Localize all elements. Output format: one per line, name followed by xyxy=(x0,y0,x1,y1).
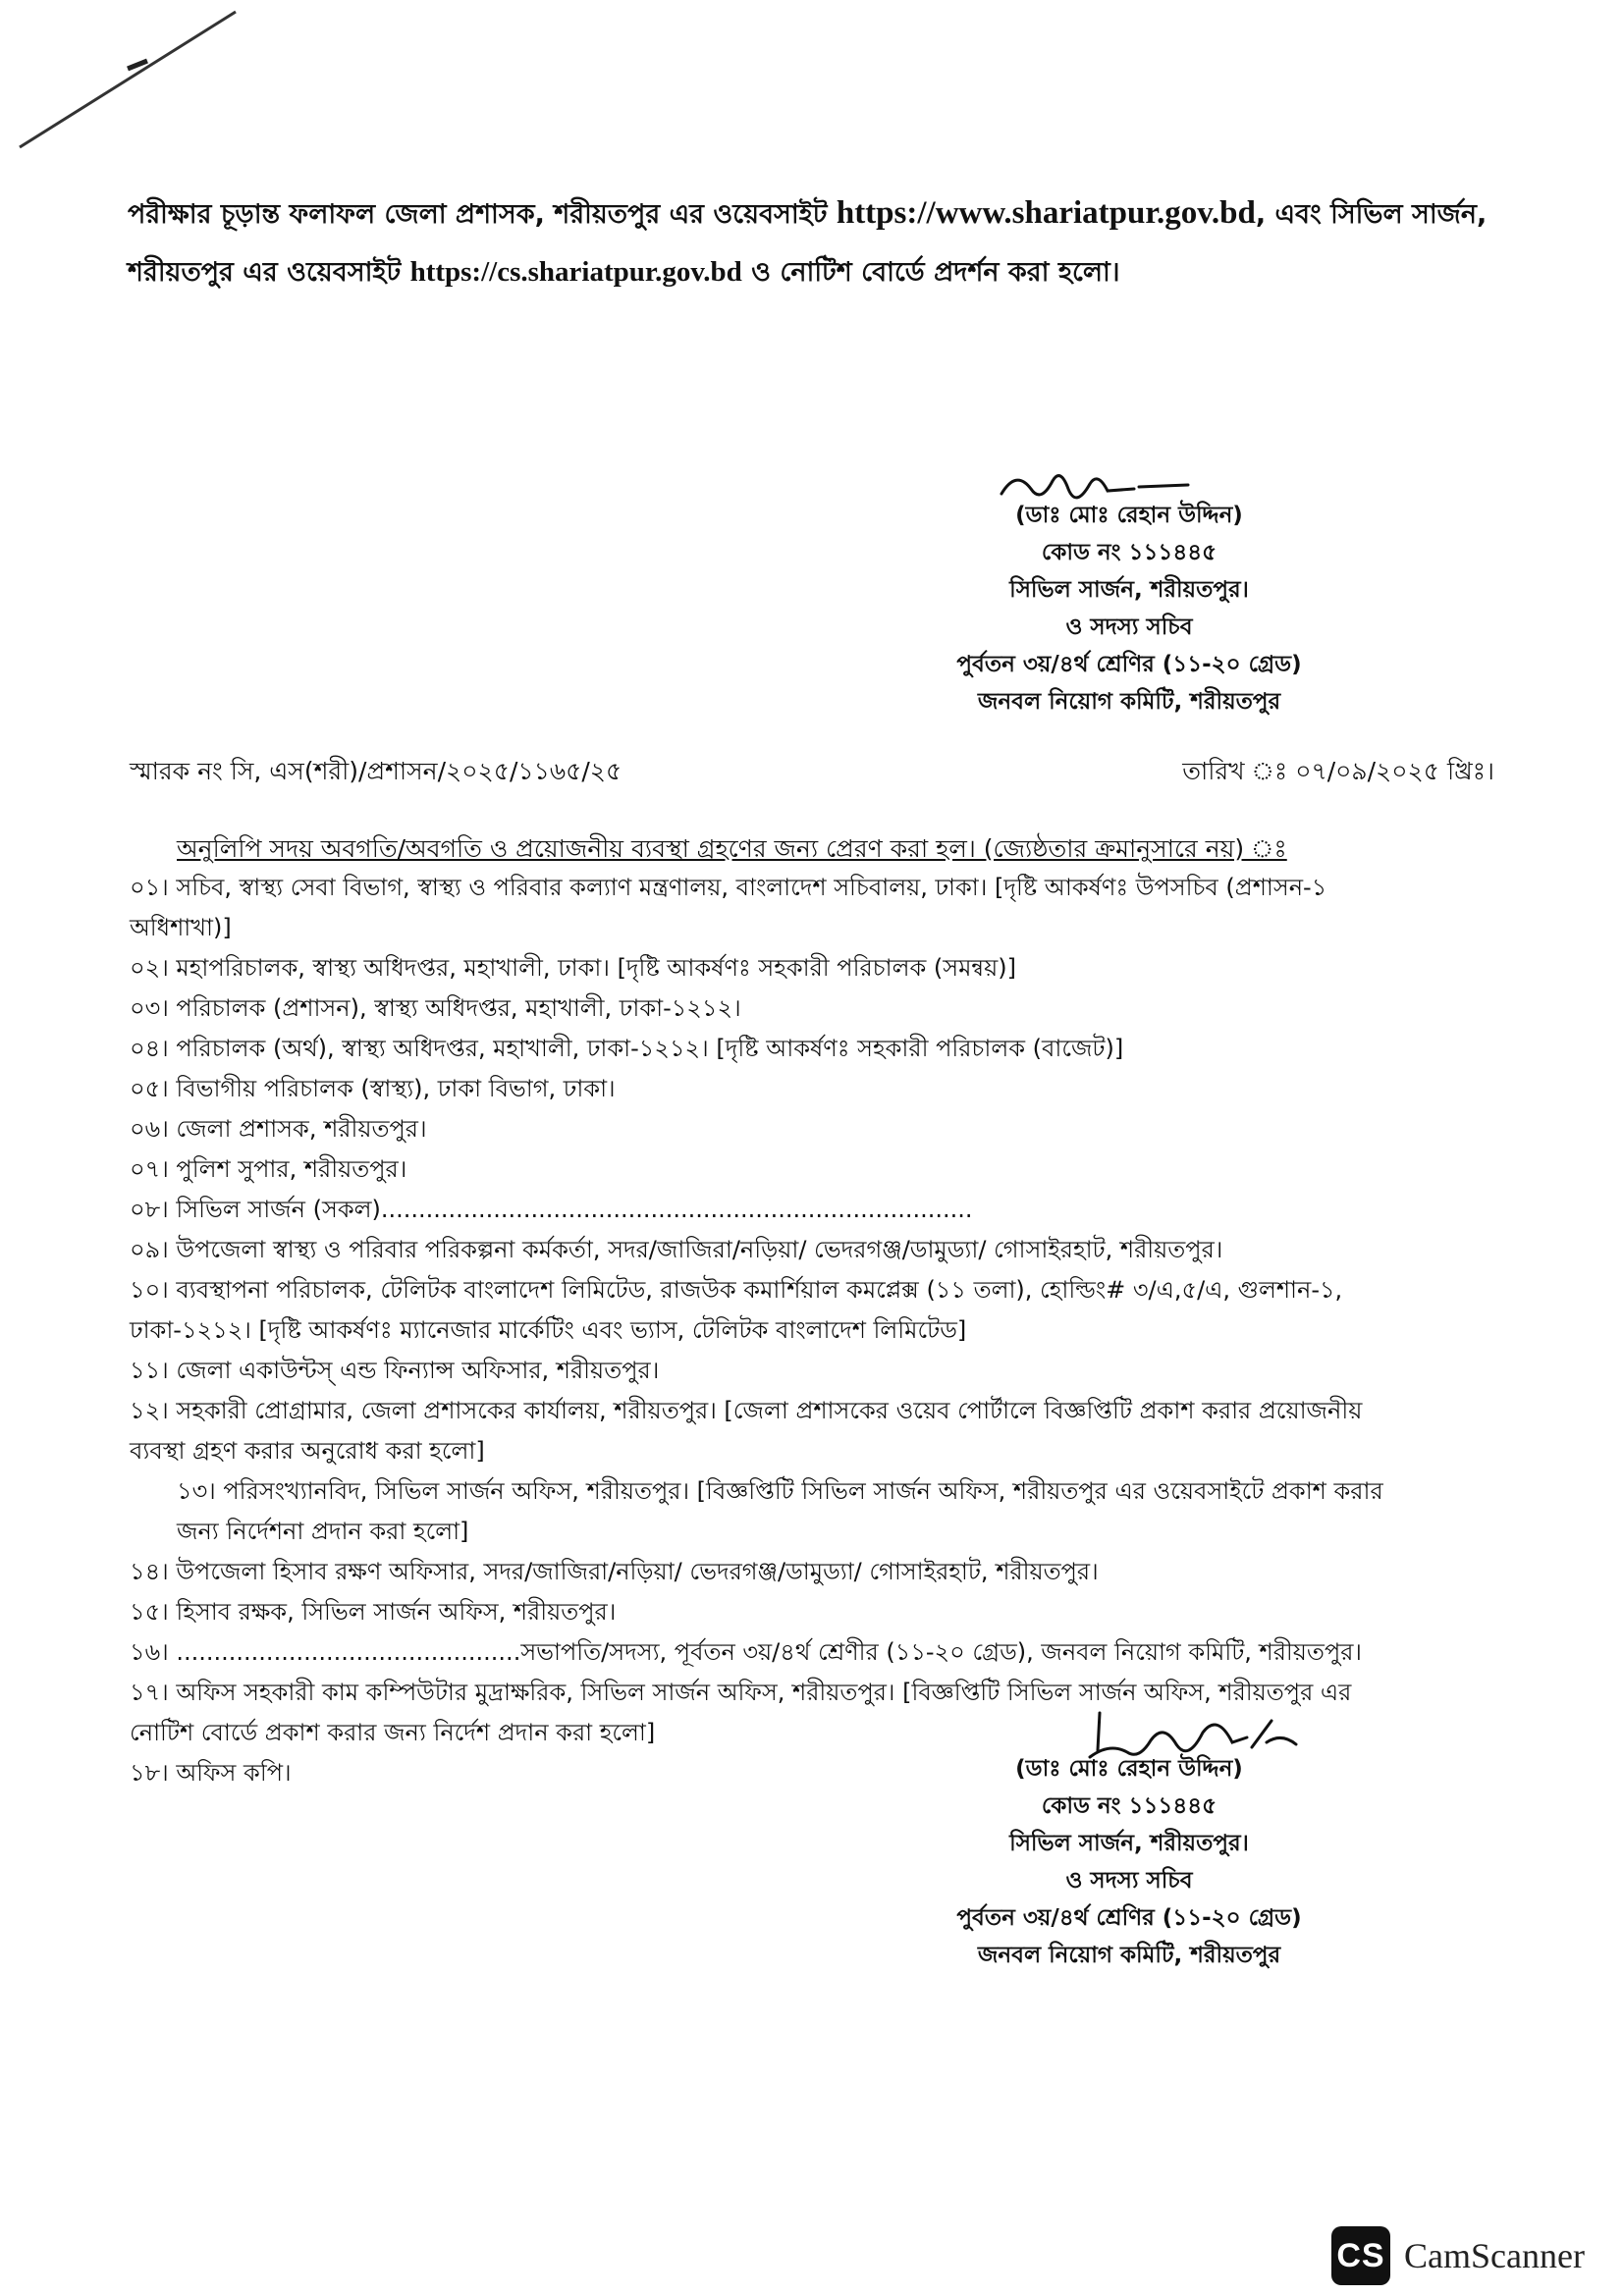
intro-paragraph xyxy=(128,185,1532,301)
list-item xyxy=(130,1471,1504,1512)
intro-line-2-text: শরীয়তপুর এর ওয়েবসাইট xyxy=(128,257,402,288)
signatory-grade: পুর্বতন ৩য়/৪র্থ শ্রেণির (১১-২০ গ্রেড) xyxy=(956,652,1302,677)
intro-line-1-text: পরীক্ষার চূড়ান্ত ফলাফল জেলা প্রশাসক, শরীয়তপুর এর ওয়েবসাইট xyxy=(128,199,828,230)
list-item: ১২। সহকারী প্রোগ্রামার, জেলা প্রশাসকের কার্যালয়, শরীয়তপুর। [জেলা প্রশাসকের ওয়েব পোর্টালে বিজ্ঞপ্তিটি প্রকাশ করার প্রয়োজনীয় xyxy=(130,1397,1363,1424)
signatory-block-top xyxy=(923,457,1335,721)
intro-line-2-tail: ও নোটিশ বোর্ডে প্রদর্শন করা হলো। xyxy=(751,257,1120,288)
signatory-code: কোড নং ১১১৪৪৫ xyxy=(1041,1793,1217,1819)
list-item: ১৫। হিসাব রক্ষক, সিভিল সার্জন অফিস, শরীয়তপুর। xyxy=(130,1598,617,1626)
scan-corner-mark xyxy=(0,0,255,157)
list-item: অধিশাখা)] xyxy=(130,914,232,941)
list-item: ০৭। পুলিশ সুপার, শরীয়তপুর। xyxy=(130,1155,407,1183)
list-item: ০৬। জেলা প্রশাসক, শরীয়তপুর। xyxy=(130,1115,427,1143)
list-item: ০৩। পরিচালক (প্রশাসন), স্বাস্থ্য অধিদপ্তর, মহাখালী, ঢাকা-১২১২। xyxy=(130,994,741,1022)
list-item: ০৯। উপজেলা স্বাস্থ্য ও পরিবার পরিকল্পনা কর্মকর্তা, সদর/জাজিরা/নড়িয়া/ ভেদরগঞ্জ/ডামুড্যা/ গোসাইরহাট, শরীয়তপুর। xyxy=(130,1236,1223,1263)
district-website-link[interactable]: https://www.shariatpur.gov.bd xyxy=(836,195,1256,231)
memo-row xyxy=(130,752,1494,794)
list-item: ১৭। অফিস সহকারী কাম কম্পিউটার মুদ্রাক্ষরিক, সিভিল সার্জন অফিস, শরীয়তপুর। [বিজ্ঞপ্তিটি সিভিল সার্জন অফিস, শরীয়তপুর এর xyxy=(130,1679,1352,1706)
signatory-title: সিভিল সার্জন, শরীয়তপুর। xyxy=(1009,577,1249,603)
intro-line-1-tail: , এবং সিভিল সার্জন, xyxy=(1255,199,1488,230)
intro-line-2 xyxy=(128,243,1532,301)
list-item: ১৮। অফিস কপি। xyxy=(130,1759,292,1787)
cs-website-link[interactable]: https://cs.shariatpur.gov.bd xyxy=(409,256,742,288)
list-item: নোটিশ বোর্ডে প্রকাশ করার জন্য নির্দেশ প্রদান করা হলো] xyxy=(130,1719,656,1746)
list-item: ১১। জেলা একাউন্টস্ এন্ড ফিন্যান্স অফিসার, শরীয়তপুর। xyxy=(130,1357,660,1384)
copy-list xyxy=(130,868,1504,1793)
list-item: ০২। মহাপরিচালক, স্বাস্থ্য অধিদপ্তর, মহাখালী, ঢাকা। [দৃষ্টি আকর্ষণঃ সহকারী পরিচালক (সমন্বয়)] xyxy=(130,954,1017,982)
signatory-block-bottom xyxy=(923,1750,1335,1974)
signatory-name: (ডাঃ মোঃ রেহান উদ্দিন) xyxy=(1015,1756,1243,1782)
signatory-grade: পুর্বতন ৩য়/৪র্থ শ্রেণির (১১-২০ গ্রেড) xyxy=(956,1905,1302,1931)
signatory-committee: জনবল নিয়োগ কমিটি, শরীয়তপুর xyxy=(977,1943,1281,1968)
list-item: ১৬। ..............................................সভাপতি/সদস্য, পূর্বতন ৩য়/৪র্থ শ্রেণীর (১১-২০ গ্রেড), জনবল নিয়োগ কমিটি, শরীয়তপুর। xyxy=(130,1638,1363,1666)
signatory-role: ও সদস্য সচিব xyxy=(1065,1868,1193,1894)
camscanner-icon: CS xyxy=(1331,2226,1390,2285)
list-item: ০১। সচিব, স্বাস্থ্য সেবা বিভাগ, স্বাস্থ্য ও পরিবার কল্যাণ মন্ত্রণালয়, বাংলাদেশ সচিবালয়, ঢাকা। [দৃষ্টি আকর্ষণঃ উপসচিব (প্রশাসন-১ xyxy=(130,874,1327,901)
list-item xyxy=(130,1512,1504,1552)
copy-heading: অনুলিপি সদয় অবগতি/অবগতি ও প্রয়োজনীয় ব্যবস্থা গ্রহণের জন্য প্রেরণ করা হল। (জ্যেষ্ঠতার ক্রমানুসারে নয়) ঃ xyxy=(177,834,1287,863)
list-item: ০৫। বিভাগীয় পরিচালক (স্বাস্থ্য), ঢাকা বিভাগ, ঢাকা। xyxy=(130,1075,616,1102)
list-item-continuation: জন্য নির্দেশনা প্রদান করা হলো] xyxy=(177,1518,469,1545)
camscanner-watermark xyxy=(1331,2226,1585,2285)
list-item: ঢাকা-১২১২। [দৃষ্টি আকর্ষণঃ ম্যানেজার মার্কেটিং এবং ভ্যাস, টেলিটক বাংলাদেশ লিমিটেড] xyxy=(130,1316,967,1344)
signatory-name: (ডাঃ মোঃ রেহান উদ্দিন) xyxy=(1015,503,1243,528)
list-item: ১০। ব্যবস্থাপনা পরিচালক, টেলিটক বাংলাদেশ লিমিটেড, রাজউক কমার্শিয়াল কমপ্লেক্স (১১ তলা), হোল্ডিং# ৩/এ,৫/এ, গুলশান-১, xyxy=(130,1276,1343,1304)
list-item: ব্যবস্থা গ্রহণ করার অনুরোধ করা হলো] xyxy=(130,1437,485,1465)
signatory-code: কোড নং ১১১৪৪৫ xyxy=(1041,540,1217,565)
signatory-title: সিভিল সার্জন, শরীয়তপুর। xyxy=(1009,1831,1249,1856)
intro-line-1 xyxy=(128,185,1532,243)
list-item: ০৮। সিভিল সার্জন (সকল)............................................................................... xyxy=(130,1196,973,1223)
signatory-role: ও সদস্য সচিব xyxy=(1065,614,1193,640)
camscanner-label: CamScanner xyxy=(1404,2236,1585,2275)
signatory-committee: জনবল নিয়োগ কমিটি, শরীয়তপুর xyxy=(977,689,1281,715)
list-item-continuation: ১৩। পরিসংখ্যানবিদ, সিভিল সার্জন অফিস, শরীয়তপুর। [বিজ্ঞপ্তিটি সিভিল সার্জন অফিস, শরীয়তপুর এর ওয়েবসাইটে প্রকাশ করার xyxy=(177,1477,1383,1505)
memo-date: তারিখ ঃ ০৭/০৯/২০২৫ খ্রিঃ। xyxy=(1182,757,1494,785)
list-item: ০৪। পরিচালক (অর্থ), স্বাস্থ্য অধিদপ্তর, মহাখালী, ঢাকা-১২১২। [দৃষ্টি আকর্ষণঃ সহকারী পরিচালক (বাজেট)] xyxy=(130,1035,1124,1062)
list-item: ১৪। উপজেলা হিসাব রক্ষণ অফিসার, সদর/জাজিরা/নড়িয়া/ ভেদরগঞ্জ/ডামুড্যা/ গোসাইরহাট, শরীয়তপুর। xyxy=(130,1558,1099,1585)
memo-number: স্মারক নং সি, এস(শরী)/প্রশাসন/২০২৫/১১৬৫/২৫ xyxy=(130,757,622,785)
